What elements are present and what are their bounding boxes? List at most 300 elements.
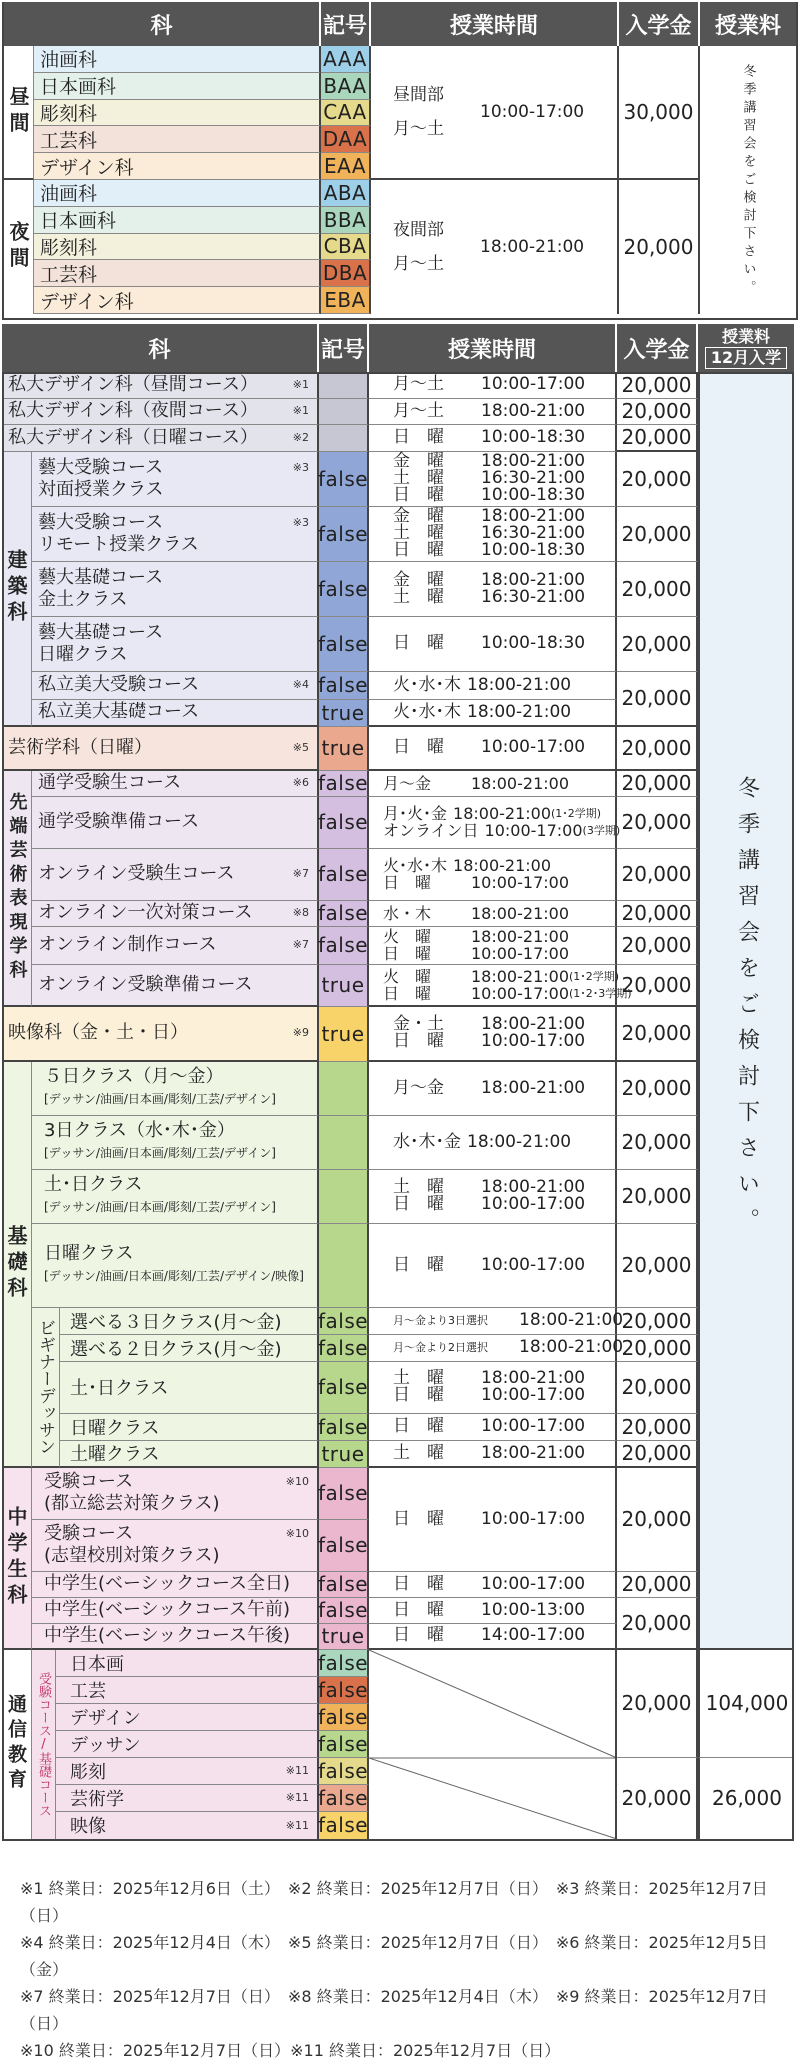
course-name-text: 受験コース bbox=[44, 1471, 134, 1492]
schedule-time: 18:00-21:00 bbox=[481, 1368, 586, 1388]
course-name-sub: 金土クラス bbox=[38, 588, 128, 610]
course-name: デザイン科 bbox=[34, 287, 321, 314]
course-schedule bbox=[369, 849, 617, 901]
course-name-row bbox=[8, 374, 317, 396]
course-code: false bbox=[317, 1335, 369, 1360]
course-name-text: 中学生(ベーシックコース全日) bbox=[44, 1573, 291, 1594]
schedule-row bbox=[383, 822, 620, 839]
course-code: BAA bbox=[321, 73, 371, 100]
course-name-text: 芸術学 bbox=[70, 1788, 124, 1810]
schedule-time: 18:00-21:00 bbox=[481, 400, 586, 421]
course-code: true bbox=[319, 1007, 369, 1062]
course-name bbox=[2, 727, 319, 771]
schedule-time: 18:00-21:00 bbox=[471, 903, 569, 923]
schedule-row bbox=[393, 1627, 585, 1644]
footnote-mark: ※11 bbox=[285, 1764, 309, 1777]
schedule-time: 18:00-21:00 bbox=[453, 856, 552, 875]
schedule-days: 月～金より3日選択 bbox=[393, 1314, 488, 1327]
course-name bbox=[32, 927, 319, 965]
course-name-text: 日曜クラス bbox=[44, 1243, 134, 1264]
schedule-row bbox=[393, 1573, 586, 1594]
course-name-row bbox=[8, 737, 317, 759]
time-block-label bbox=[393, 213, 444, 281]
entrance-fee: 20,000 bbox=[617, 901, 698, 927]
schedule-time: 18:00-21:00 bbox=[481, 1014, 586, 1034]
schedule-days: 日 曜 bbox=[393, 633, 444, 653]
course-schedule bbox=[369, 1335, 624, 1362]
schedule-days: 月～金より2日選択 bbox=[393, 1341, 488, 1354]
section-label bbox=[2, 1062, 32, 1468]
schedule-time: 10:00-17:00 bbox=[481, 737, 586, 757]
course-code: false bbox=[319, 1520, 369, 1572]
course-name bbox=[2, 1007, 319, 1062]
time-range: 10:00-17:00 bbox=[480, 102, 585, 122]
header-entrance-fee: 入学金 bbox=[617, 324, 698, 372]
schedule-days: 月～土 bbox=[393, 374, 444, 395]
course-name bbox=[56, 1704, 319, 1731]
course-name-row bbox=[8, 427, 317, 449]
course-name: 選べる２日クラス(月～金) bbox=[60, 1335, 319, 1362]
time-block bbox=[371, 46, 619, 180]
course-code: false bbox=[319, 672, 369, 700]
course-code: false bbox=[317, 1785, 369, 1810]
schedule-days: 月～金 bbox=[383, 773, 432, 793]
course-name: 油画科 bbox=[34, 46, 321, 73]
schedule-days: 土 曜 bbox=[393, 1177, 444, 1197]
course-name-text: デッサン bbox=[70, 1734, 141, 1756]
footnote-mark: ※3 bbox=[292, 460, 309, 474]
course-name bbox=[32, 1224, 319, 1308]
course-code: true bbox=[319, 965, 369, 1007]
schedule-days: 日 曜 bbox=[393, 1416, 444, 1436]
footnote-mark: ※4 bbox=[292, 678, 309, 691]
course-name bbox=[32, 1062, 319, 1116]
course-name-text: 映像 bbox=[70, 1816, 106, 1837]
schedule-row bbox=[393, 1077, 586, 1098]
tuition-note: 冬季講習会をご検討下さい。 bbox=[698, 372, 794, 1650]
schedule-days: 月～土 bbox=[393, 400, 444, 421]
course-name-text: 藝大基礎コース bbox=[38, 621, 164, 643]
schedule-days: 日 曜 bbox=[393, 1573, 444, 1594]
footnote-mark: ※11 bbox=[285, 1791, 309, 1804]
section-label-text: 基礎科 bbox=[4, 1224, 28, 1303]
course-name bbox=[2, 425, 319, 452]
course-code: false bbox=[319, 1468, 369, 1520]
footnote-mark: ※10 bbox=[285, 1475, 309, 1488]
schedule-days: 日 曜 bbox=[393, 1508, 444, 1529]
course-schedule bbox=[369, 1170, 617, 1224]
course-name bbox=[32, 562, 319, 617]
course-schedule bbox=[369, 727, 617, 771]
entrance-fee: 20,000 bbox=[617, 965, 698, 1007]
course-schedule bbox=[369, 700, 617, 727]
schedule-days: 日 曜 bbox=[393, 1254, 444, 1275]
course-name-text: 藝大受験コース bbox=[38, 456, 164, 478]
entrance-fee: 20,000 bbox=[617, 1758, 698, 1839]
schedule-time: 18:00-21:00 bbox=[519, 1337, 624, 1357]
course-name-row bbox=[44, 1599, 317, 1621]
course-name bbox=[2, 372, 319, 399]
schedule-row bbox=[393, 1312, 623, 1329]
course-schedule bbox=[369, 425, 617, 452]
course-name-row bbox=[38, 701, 317, 723]
entrance-fee: 20,000 bbox=[617, 452, 698, 507]
course-name: 油画科 bbox=[34, 180, 321, 207]
course-code: false bbox=[317, 1308, 369, 1333]
course-code: false bbox=[319, 452, 369, 507]
schedule-row bbox=[383, 857, 551, 874]
schedule-row bbox=[383, 874, 569, 891]
section-label-text: 先端芸術表現学科 bbox=[6, 791, 28, 984]
course-name-text: 日本画 bbox=[70, 1653, 124, 1675]
course-name-row bbox=[44, 1471, 317, 1493]
schedule-time: 18:00-21:00 bbox=[453, 804, 552, 823]
course-name-row bbox=[44, 1523, 317, 1545]
schedule-row bbox=[393, 376, 585, 393]
schedule-days: 日 曜 bbox=[393, 1194, 444, 1214]
schedule-days: 日 曜 bbox=[383, 983, 432, 1003]
entrance-fee: 20,000 bbox=[617, 1441, 698, 1468]
course-name: 工芸科 bbox=[34, 260, 321, 287]
tsushin-sub-label-text: 受験コース/基礎コース bbox=[36, 1671, 51, 1817]
entrance-fee: 20,000 bbox=[617, 797, 698, 849]
course-code: false bbox=[317, 1813, 369, 1837]
schedule-time: 18:00-21:00 bbox=[481, 1442, 586, 1463]
course-name bbox=[32, 1116, 319, 1170]
header-code: 記号 bbox=[319, 324, 369, 372]
course-name: 工芸科 bbox=[34, 126, 321, 153]
header-department: 科 bbox=[4, 2, 321, 46]
course-name: 日本画科 bbox=[34, 73, 321, 100]
course-name: 彫刻科 bbox=[34, 234, 321, 261]
course-name-text: 通学受験準備コース bbox=[38, 811, 200, 832]
course-code: BBA bbox=[321, 207, 371, 234]
course-name: 日本画科 bbox=[34, 207, 321, 234]
course-name bbox=[32, 1170, 319, 1224]
course-code: false bbox=[319, 617, 369, 672]
course-code: ABA bbox=[321, 180, 371, 207]
course-name-text: 工芸 bbox=[70, 1680, 106, 1702]
schedule-time: 10:00-17:00 bbox=[481, 1254, 586, 1275]
schedule-days: 土 曜 bbox=[393, 468, 444, 488]
time-division: 夜間部 bbox=[393, 220, 444, 240]
schedule-days: 火･水･木 bbox=[393, 674, 461, 695]
course-code bbox=[319, 372, 369, 399]
time-days: 月～土 bbox=[393, 119, 444, 139]
course-name-row bbox=[38, 674, 317, 696]
schedule-time: 10:00-18:30 bbox=[481, 540, 586, 560]
footnote-line: ※1 終業日：2025年12月6日（土） ※2 終業日：2025年12月7日（日） ※3 終業日：2025年12月7日（日） bbox=[20, 1879, 768, 1925]
header-department: 科 bbox=[2, 324, 319, 372]
schedule-time: 10:00-17:00 bbox=[481, 374, 586, 395]
footnote-mark: ※5 bbox=[292, 740, 309, 754]
footnote-line: ※4 終業日：2025年12月4日（木） ※5 終業日：2025年12月7日（日） ※6 終業日：2025年12月5日（金） bbox=[20, 1933, 768, 1979]
course-code: false bbox=[317, 1731, 369, 1756]
entrance-fee: 20,000 bbox=[617, 372, 698, 399]
section-label bbox=[4, 180, 34, 314]
schedule-days: 日 曜 bbox=[393, 1625, 444, 1645]
section-label bbox=[2, 771, 32, 1007]
course-name-sub: (志望校別対策クラス) bbox=[44, 1545, 220, 1566]
course-schedule bbox=[369, 399, 617, 426]
course-code: true bbox=[319, 727, 369, 771]
tuition-note: 冬季講習会をご検討下さい。 bbox=[700, 46, 796, 316]
course-schedule bbox=[369, 1362, 617, 1414]
schedule-time: 18:00-21:00 bbox=[471, 966, 569, 986]
schedule-time: 18:00-21:00 bbox=[481, 451, 586, 471]
header-tuition: 授業料 bbox=[700, 2, 796, 46]
time-days: 月～土 bbox=[393, 254, 444, 274]
schedule-row bbox=[393, 1131, 572, 1152]
course-name bbox=[32, 771, 319, 797]
course-subjects: [デッサン/油画/日本画/彫刻/工芸/デザイン] bbox=[44, 1200, 276, 1214]
section-label-text: 昼間 bbox=[6, 86, 30, 138]
course-code: CAA bbox=[321, 100, 371, 127]
course-name-text: 3日クラス（水･木･金） bbox=[44, 1120, 235, 1141]
schedule-row bbox=[393, 487, 585, 504]
footnote-mark: ※1 bbox=[292, 404, 309, 418]
course-name bbox=[32, 1598, 319, 1624]
section-label-text: 中学生科 bbox=[4, 1505, 28, 1610]
schedule-days: 水･木･金 bbox=[393, 1131, 461, 1152]
schedule-days: 日 曜 bbox=[393, 427, 444, 448]
course-name bbox=[56, 1677, 319, 1704]
entrance-fee: 20,000 bbox=[617, 727, 698, 771]
course-code: false bbox=[317, 1572, 369, 1596]
course-name-row bbox=[38, 457, 317, 479]
entrance-fee: 20,000 bbox=[617, 1308, 698, 1335]
tuition-fee: 104,000 bbox=[698, 1650, 794, 1758]
footnote-line: ※7 終業日：2025年12月7日（日） ※8 終業日：2025年12月4日（木） ※9 終業日：2025年12月7日（日） bbox=[20, 1987, 768, 2033]
schedule-time: 18:00-21:00 bbox=[481, 1077, 586, 1098]
course-name-text: 藝大基礎コース bbox=[38, 566, 164, 588]
course-name: 土･日クラス bbox=[60, 1362, 319, 1414]
schedule-days: 火 曜 bbox=[383, 927, 432, 946]
course-name bbox=[32, 1520, 319, 1572]
course-name-text: 芸術学科（日曜） bbox=[8, 736, 152, 758]
course-name bbox=[32, 901, 319, 927]
schedule-row bbox=[393, 586, 586, 607]
course-name-text: 私大デザイン科（昼間コース） bbox=[8, 373, 258, 395]
schedule-time: 10:00-17:00 bbox=[484, 821, 583, 840]
footnote-line: ※10 終業日：2025年12月7日（日）※11 終業日：2025年12月7日（日） bbox=[20, 2041, 561, 2060]
schedule-days: 火･水･木 bbox=[383, 856, 448, 875]
schedule-days: 月～金 bbox=[393, 1077, 444, 1098]
footnotes bbox=[20, 1875, 790, 2064]
course-name-row bbox=[38, 567, 317, 589]
schedule-row bbox=[383, 775, 569, 792]
schedule-row bbox=[383, 968, 619, 985]
entrance-fee: 20,000 bbox=[617, 1116, 698, 1170]
course-schedule bbox=[369, 1414, 617, 1441]
schedule-days: 日 曜 bbox=[393, 485, 444, 505]
footnote-mark: ※8 bbox=[292, 906, 309, 919]
schedule-days: 日 曜 bbox=[393, 737, 444, 757]
course-name-text: 中学生(ベーシックコース午後) bbox=[44, 1624, 291, 1646]
schedule-time: 18:00-21:00 bbox=[467, 701, 572, 722]
schedule-time: 10:00-17:00 bbox=[481, 1573, 586, 1594]
course-name bbox=[56, 1812, 319, 1839]
course-schedule bbox=[369, 617, 617, 672]
entrance-fee: 20,000 bbox=[617, 1062, 698, 1116]
schedule-row bbox=[393, 569, 586, 590]
course-code: false bbox=[317, 901, 369, 925]
course-name-text: 私立美大基礎コース bbox=[38, 701, 200, 722]
course-name-row bbox=[38, 512, 317, 534]
schedule-days: 金・土 bbox=[393, 1014, 444, 1034]
course-schedule bbox=[369, 797, 621, 849]
course-schedule bbox=[369, 965, 632, 1007]
schedule-days: 月･火･金 bbox=[383, 804, 448, 823]
december-entry-label: 12月入学 bbox=[705, 347, 788, 369]
section-label bbox=[2, 1468, 32, 1650]
course-code: false bbox=[317, 1414, 369, 1439]
course-code: DBA bbox=[321, 260, 371, 287]
schedule-row bbox=[393, 1418, 585, 1435]
entrance-fee: 20,000 bbox=[617, 927, 698, 965]
schedule-time: 18:00-21:00 bbox=[471, 773, 569, 793]
entrance-fee: 20,000 bbox=[617, 1007, 698, 1062]
course-code: false bbox=[319, 849, 369, 901]
course-name-sub: リモート授業クラス bbox=[38, 533, 199, 555]
schedule-term: (3学期) bbox=[582, 824, 621, 837]
course-code bbox=[319, 1116, 369, 1170]
section-label bbox=[4, 46, 34, 180]
schedule-time: 10:00-17:00 bbox=[481, 1508, 586, 1529]
course-schedule bbox=[369, 1624, 617, 1650]
course-name-text: オンライン一次対策コース bbox=[38, 902, 253, 923]
course-schedule bbox=[369, 1062, 617, 1116]
time-division: 昼間部 bbox=[393, 85, 444, 105]
schedule-term: (1･2･3学期) bbox=[569, 986, 632, 1000]
header-tuition bbox=[698, 324, 794, 372]
schedule-time: 10:00-17:00 bbox=[481, 1031, 586, 1051]
course-code: false bbox=[319, 562, 369, 617]
course-code bbox=[319, 425, 369, 452]
course-name-text: オンライン制作コース bbox=[38, 934, 217, 955]
schedule-row bbox=[393, 542, 585, 559]
course-name bbox=[32, 1624, 319, 1650]
schedule-time: 18:00-21:00 bbox=[481, 569, 586, 590]
course-name-sub: 対面授業クラス bbox=[38, 478, 164, 500]
footnote-mark: ※9 bbox=[292, 1026, 309, 1039]
course-schedule bbox=[369, 1224, 617, 1308]
course-schedule bbox=[369, 1598, 617, 1624]
course-name-row bbox=[44, 1573, 317, 1595]
course-schedule bbox=[369, 901, 617, 927]
schedule-time: 10:00-18:30 bbox=[481, 633, 586, 653]
course-table bbox=[2, 324, 798, 1869]
schedule-row bbox=[383, 905, 569, 922]
schedule-time: 10:00-18:30 bbox=[481, 485, 586, 505]
course-code: false bbox=[317, 1704, 369, 1729]
course-name bbox=[32, 849, 319, 901]
schedule-days: 土 曜 bbox=[393, 523, 444, 543]
entrance-fee: 20,000 bbox=[617, 1468, 698, 1572]
course-name bbox=[2, 399, 319, 426]
course-code: true bbox=[319, 1441, 369, 1468]
entrance-fee: 20,000 bbox=[617, 1224, 698, 1308]
schedule-time: 18:00-21:00 bbox=[519, 1310, 624, 1330]
course-schedule bbox=[369, 1308, 624, 1335]
entrance-fee: 20,000 bbox=[617, 1650, 698, 1758]
schedule-row bbox=[383, 985, 632, 1002]
schedule-days: 日 曜 bbox=[383, 944, 432, 963]
course-name bbox=[32, 672, 319, 700]
course-schedule bbox=[369, 1468, 617, 1572]
course-schedule bbox=[369, 927, 617, 965]
schedule-term: (1･2学期) bbox=[551, 807, 602, 820]
schedule-time: 18:00-21:00 bbox=[481, 506, 586, 526]
schedule-row bbox=[393, 1599, 586, 1620]
schedule-time: 10:00-17:00 bbox=[481, 1416, 586, 1436]
course-name-text: オンライン受験生コース bbox=[38, 863, 235, 884]
course-name: 彫刻科 bbox=[34, 100, 321, 127]
course-name-sub: (都立総芸対策クラス) bbox=[44, 1493, 220, 1514]
entrance-fee: 20,000 bbox=[617, 849, 698, 901]
course-code: DAA bbox=[321, 126, 371, 153]
course-name-text: 通学受験生コース bbox=[38, 772, 182, 793]
course-schedule bbox=[369, 1007, 617, 1062]
course-name bbox=[56, 1731, 319, 1758]
footnote-mark: ※6 bbox=[292, 776, 309, 789]
course-code: false bbox=[317, 1598, 369, 1622]
schedule-row bbox=[393, 1196, 585, 1213]
schedule-row bbox=[393, 635, 585, 652]
time-block bbox=[371, 180, 619, 314]
entrance-fee: 20,000 bbox=[617, 1170, 698, 1224]
entrance-fee: 20,000 bbox=[617, 507, 698, 562]
schedule-time: 10:00-17:00 bbox=[481, 1385, 586, 1405]
course-schedule bbox=[369, 452, 617, 507]
course-name bbox=[32, 507, 319, 562]
time-block-label bbox=[393, 78, 444, 146]
entrance-fee: 20,000 bbox=[617, 1598, 698, 1650]
course-name-text: 中学生(ベーシックコース午前) bbox=[44, 1599, 291, 1620]
section-label bbox=[2, 1650, 32, 1839]
course-name-text: 彫刻 bbox=[70, 1761, 106, 1783]
footnote-mark: ※2 bbox=[292, 430, 309, 444]
schedule-row bbox=[393, 739, 585, 756]
footnote-mark: ※7 bbox=[292, 938, 309, 951]
course-name-text: 藝大受験コース bbox=[38, 511, 164, 533]
schedule-time: 10:00-17:00 bbox=[481, 1194, 586, 1214]
course-schedule bbox=[369, 771, 617, 797]
section-label-text: 夜間 bbox=[6, 221, 30, 273]
course-name bbox=[32, 452, 319, 507]
course-schedule bbox=[369, 1116, 617, 1170]
course-code: false bbox=[319, 1362, 369, 1414]
course-name bbox=[32, 700, 319, 727]
schedule-row bbox=[393, 1339, 623, 1356]
course-schedule bbox=[369, 1441, 617, 1468]
header-code: 記号 bbox=[321, 2, 371, 46]
course-subjects: [デッサン/油画/日本画/彫刻/工芸/デザイン] bbox=[44, 1092, 276, 1106]
course-name-text: ５日クラス（月～金） bbox=[44, 1066, 224, 1087]
course-name-text: 私立美大受験コース bbox=[38, 674, 200, 695]
course-schedule bbox=[369, 562, 617, 617]
schedule-row bbox=[393, 701, 572, 722]
tuition-label: 授業料 bbox=[721, 327, 770, 346]
footnote-mark: ※11 bbox=[285, 1818, 309, 1832]
footnote-mark: ※10 bbox=[285, 1527, 309, 1540]
course-name bbox=[32, 1468, 319, 1520]
schedule-days: 火 曜 bbox=[383, 966, 432, 986]
entrance-fee: 30,000 bbox=[619, 46, 700, 180]
schedule-days: 土 曜 bbox=[393, 1442, 444, 1463]
schedule-border bbox=[369, 1650, 617, 1839]
entrance-fee: 20,000 bbox=[617, 1335, 698, 1362]
